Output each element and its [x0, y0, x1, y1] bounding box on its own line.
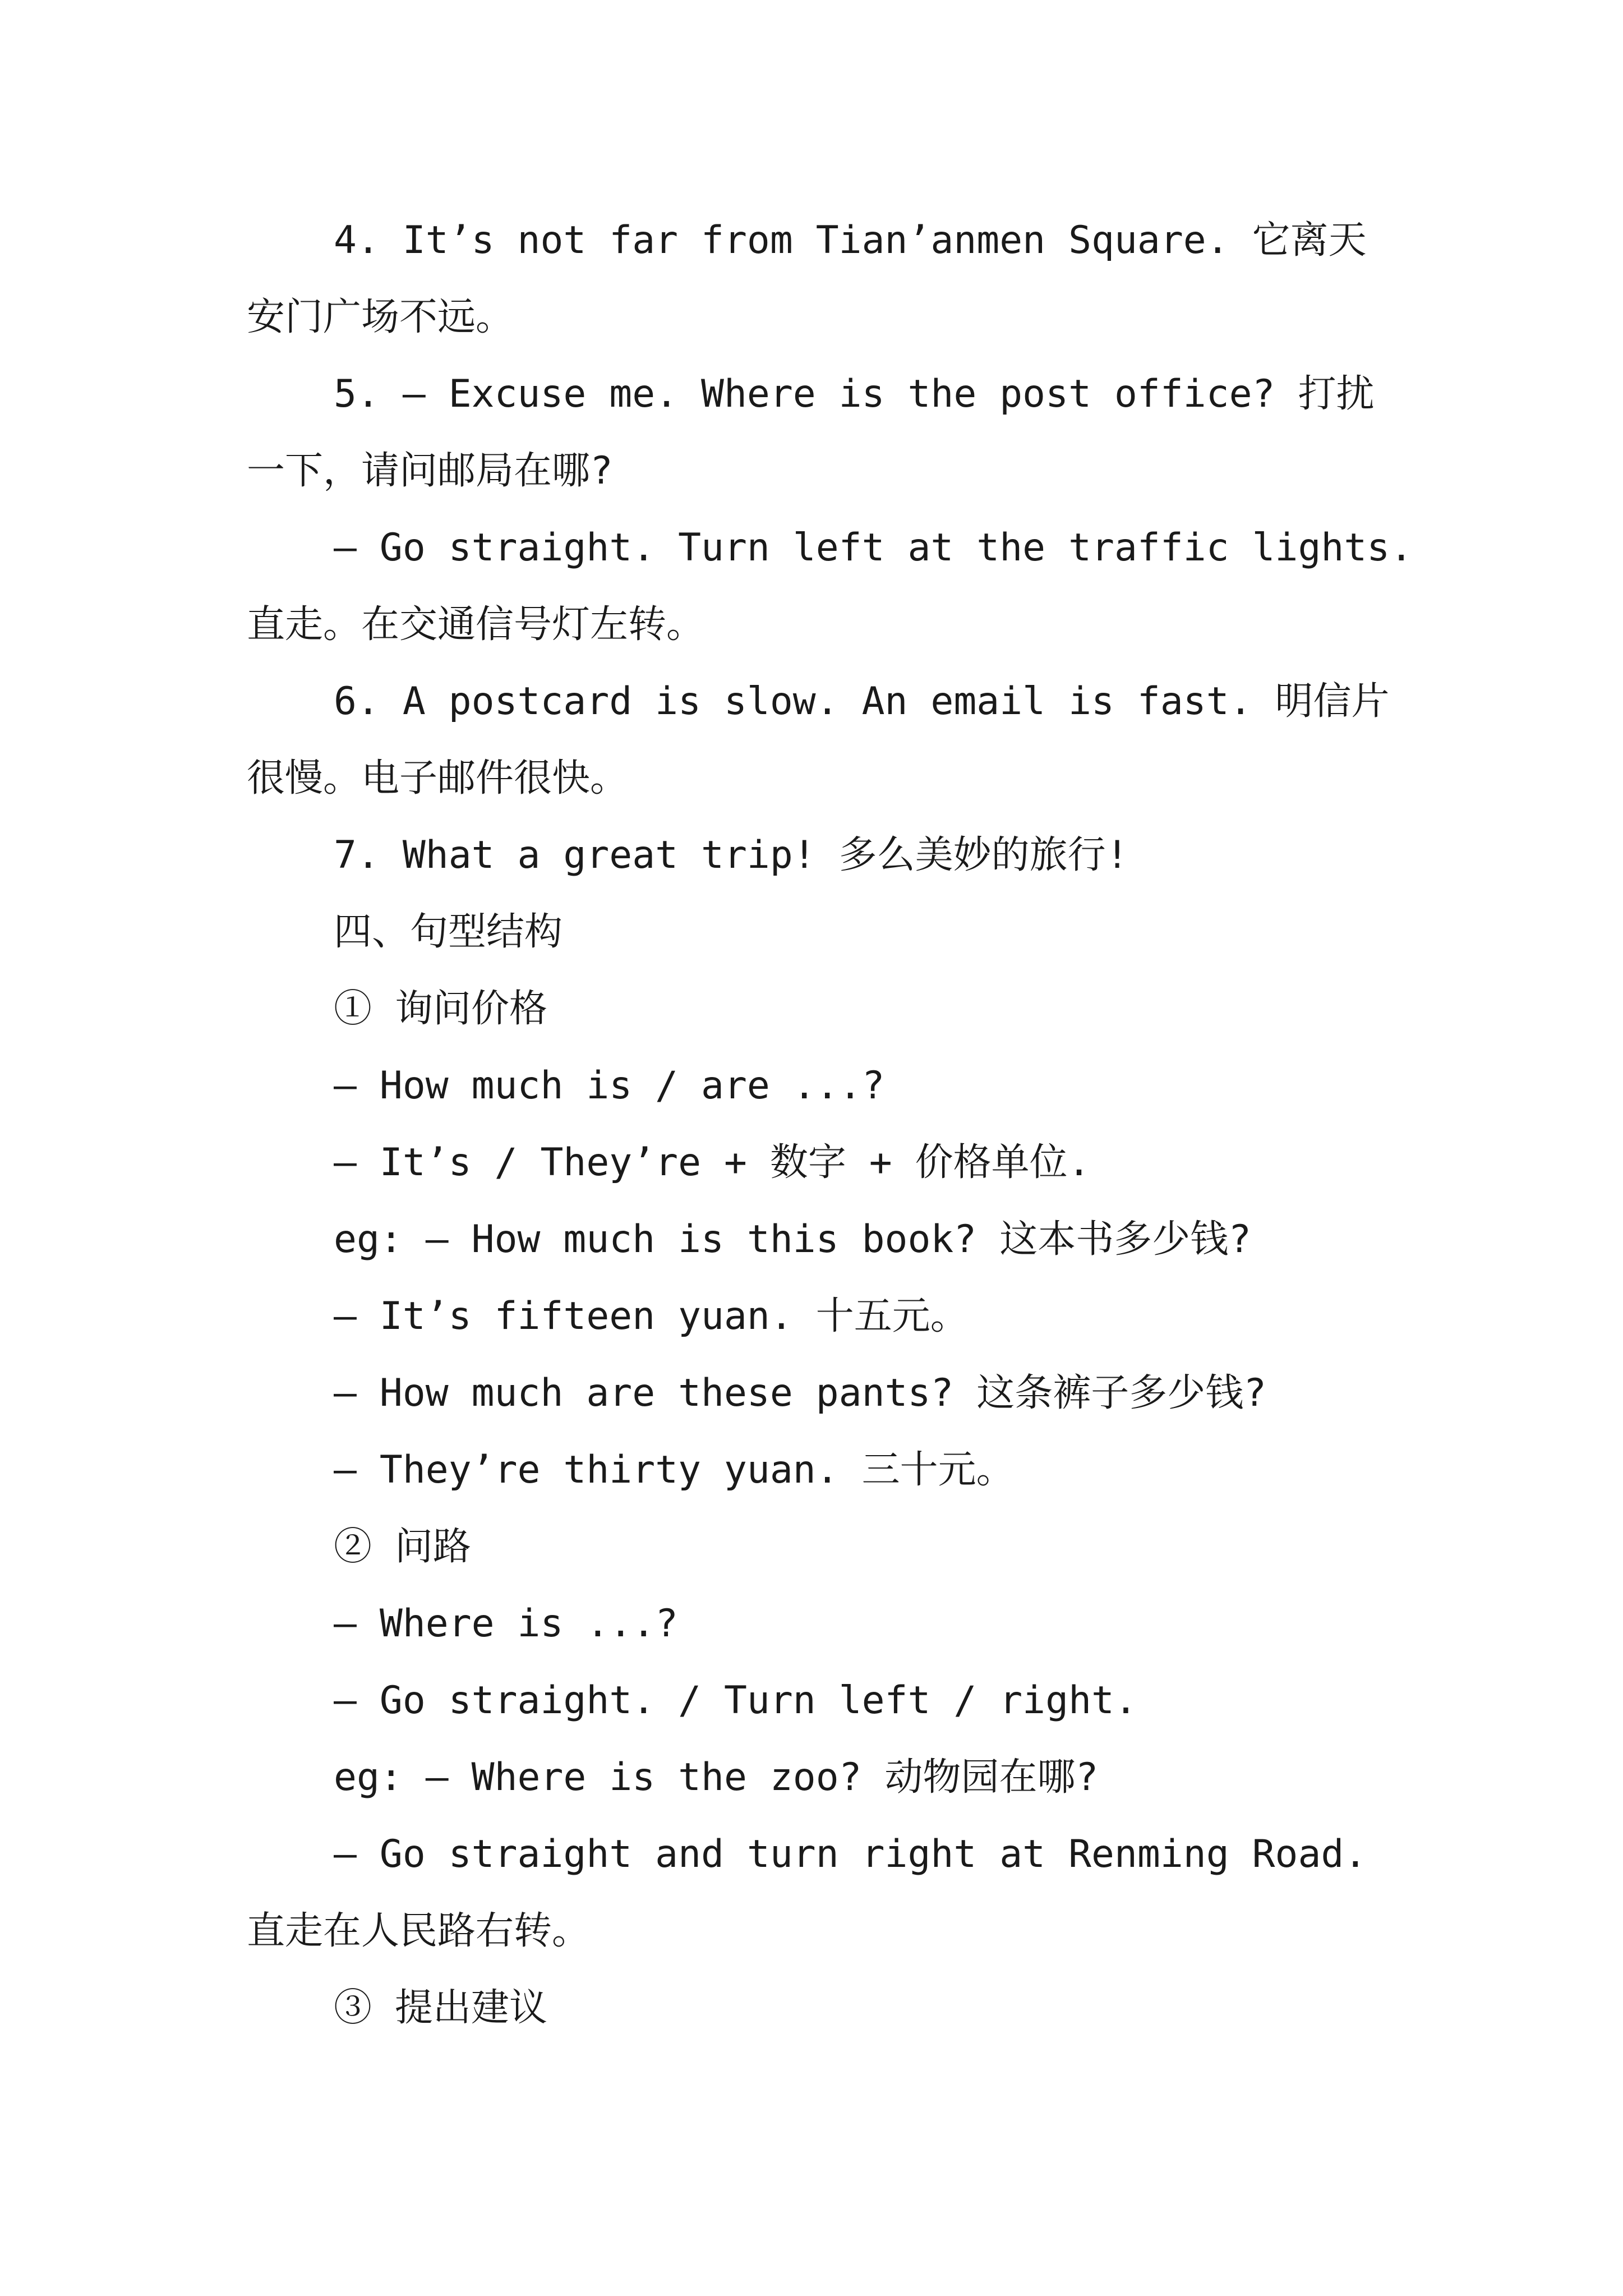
pattern-1-answer: — It’s / They’re + 数字 + 价格单位.: [334, 1140, 1091, 1185]
pattern-1-example-1: eg: — How much is this book? 这本书多少钱?: [334, 1217, 1252, 1262]
pattern-1-example-3: — How much are these pants? 这条裤子多少钱?: [334, 1371, 1267, 1415]
pattern-1-question: — How much is / are ...?: [334, 1064, 885, 1108]
sentence-5-line-1: 5. — Excuse me. Where is the post office? 打扰: [334, 372, 1375, 416]
pattern-2-example-1: eg: — Where is the zoo? 动物园在哪?: [334, 1755, 1099, 1800]
sentence-5-line-3: — Go straight. Turn left at the traffic lights.: [334, 526, 1413, 570]
sentence-5-line-4: 直走。在交通信号灯左转。: [247, 602, 705, 647]
section-heading: 四、句型结构: [334, 910, 563, 954]
pattern-2-example-2: — Go straight and turn right at Renming Road.: [334, 1832, 1367, 1876]
sentence-7: 7. What a great trip! 多么美妙的旅行!: [334, 833, 1129, 877]
pattern-3-title: ③ 提出建议: [334, 1986, 547, 2030]
pattern-2-title: ② 问路: [334, 1525, 471, 1569]
sentence-4-line-1: 4. It’s not far from Tian’anmen Square. 它离天: [334, 218, 1367, 263]
pattern-1-example-2: — It’s fifteen yuan. 十五元。: [334, 1294, 969, 1338]
sentence-4-line-2: 安门广场不远。: [247, 295, 514, 339]
pattern-1-example-4: — They’re thirty yuan. 三十元。: [334, 1448, 1015, 1492]
sentence-6-line-2: 很慢。电子邮件很快。: [247, 756, 629, 800]
pattern-2-example-3: 直走在人民路右转。: [247, 1909, 591, 1953]
document-body: [247, 202, 1413, 2046]
pattern-2-question: — Where is ...?: [334, 1602, 679, 1646]
sentence-6-line-1: 6. A postcard is slow. An email is fast. 明信片: [334, 679, 1390, 724]
sentence-5-line-2: 一下，请问邮局在哪?: [247, 449, 613, 493]
pattern-1-title: ① 询问价格: [334, 987, 547, 1031]
pattern-2-answer: — Go straight. / Turn left / right.: [334, 1678, 1137, 1723]
